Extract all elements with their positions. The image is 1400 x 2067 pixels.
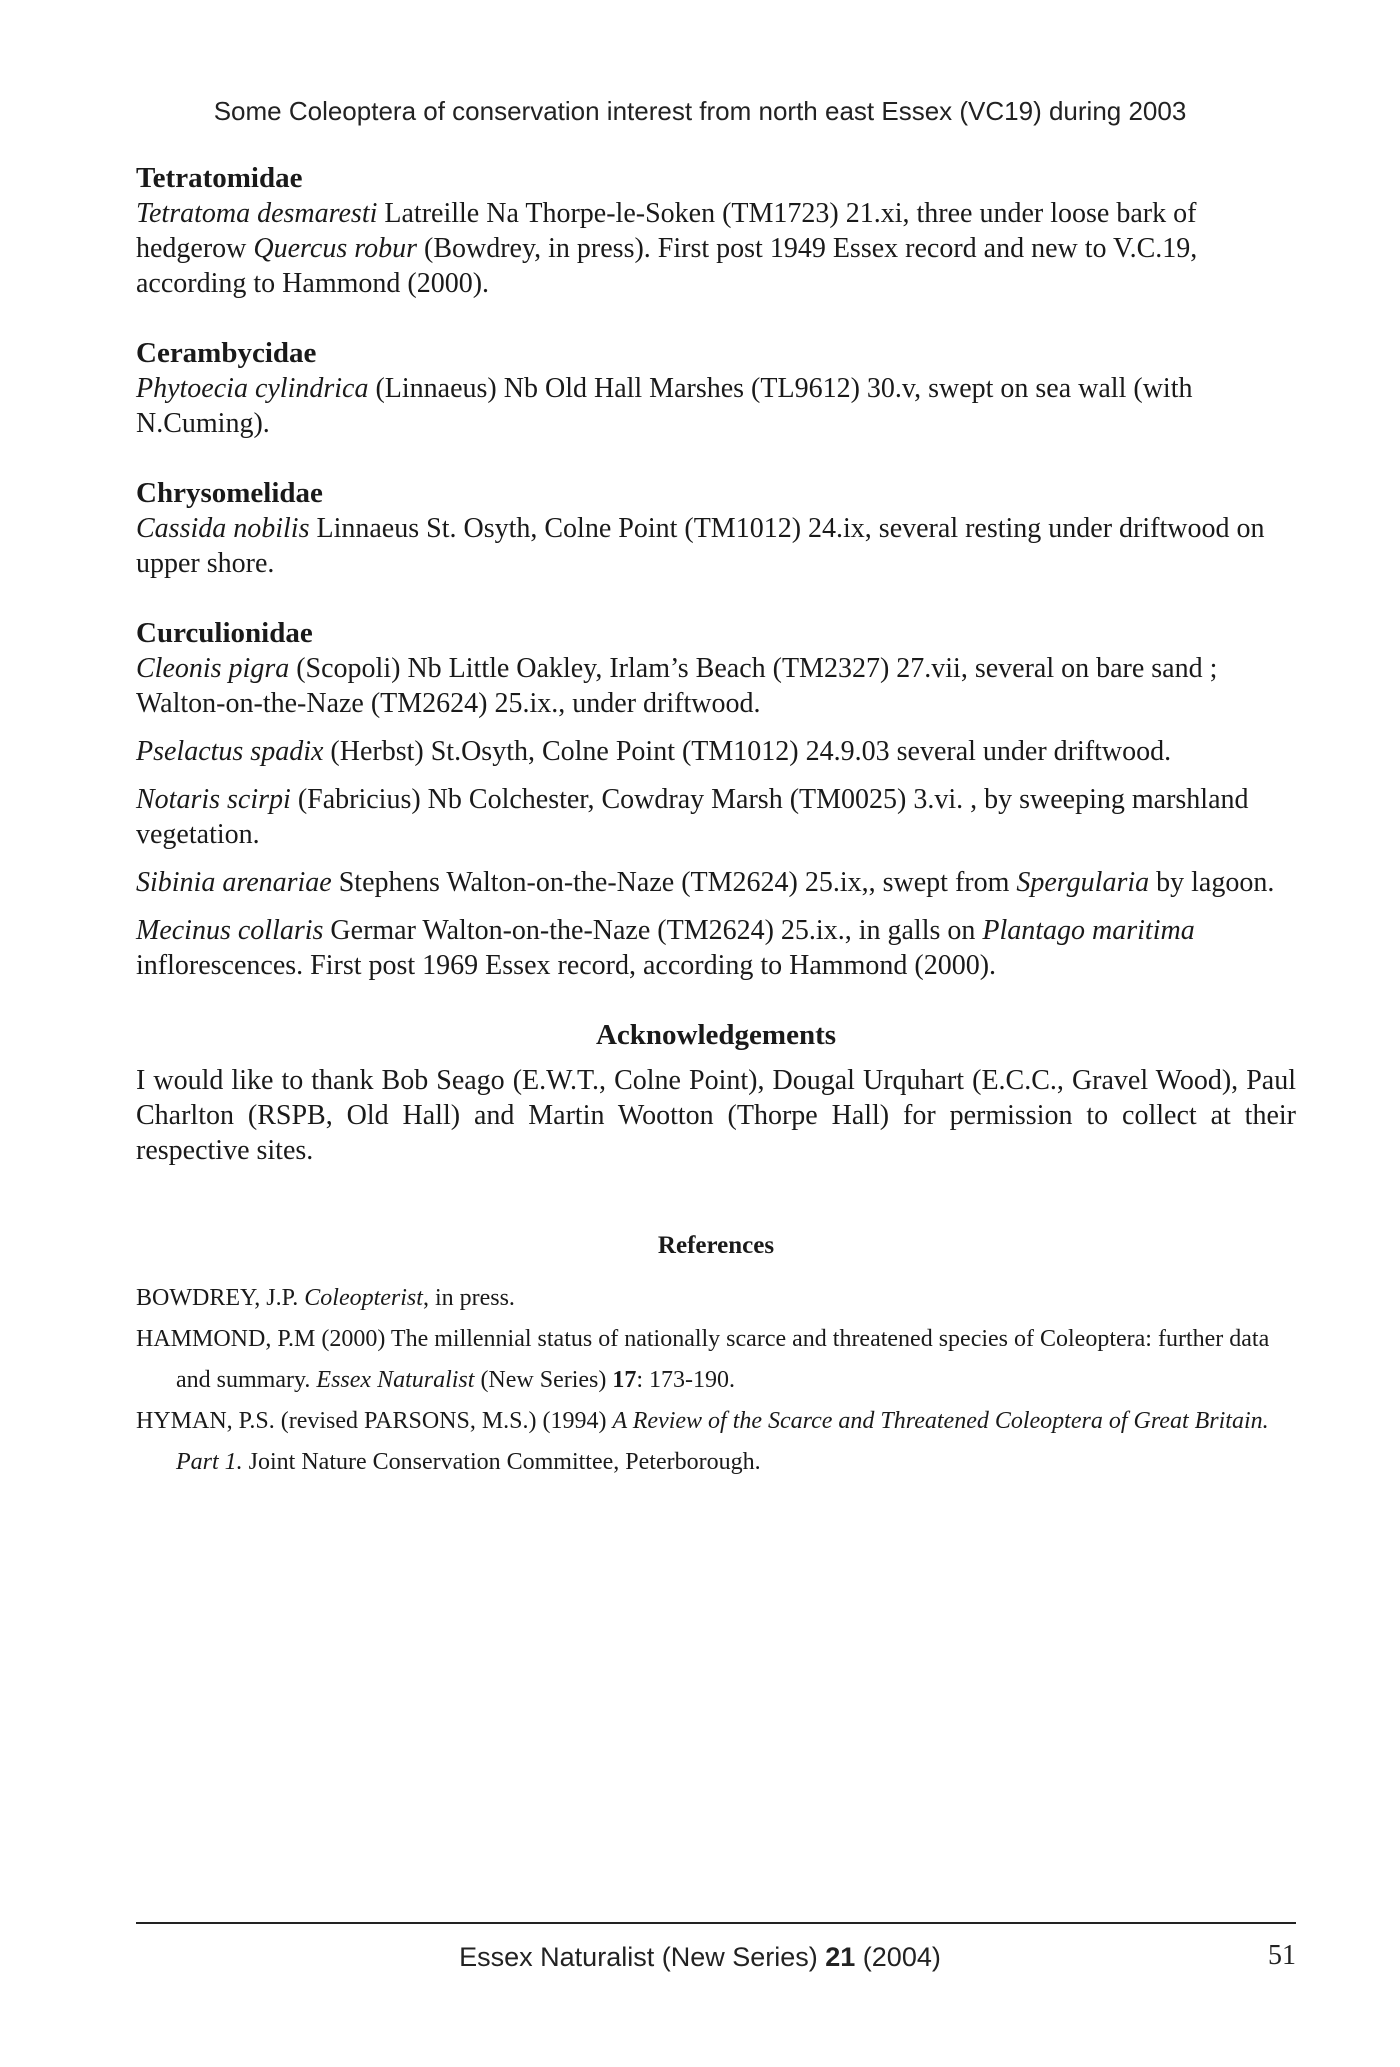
family-section bbox=[136, 335, 1296, 441]
running-header: Some Coleoptera of conservation interest from north east Essex (VC19) during 2003 bbox=[213, 96, 1187, 126]
text-run: : 173-190. bbox=[636, 1367, 736, 1393]
text-run: Linnaeus St. Osyth, Colne Point (TM1012) 24.ix, several resting under driftwood on upper shore. bbox=[136, 513, 1265, 579]
species-record bbox=[136, 865, 1296, 900]
text-run: by lagoon. bbox=[1149, 867, 1275, 898]
species-record bbox=[136, 734, 1296, 769]
italic-text: Spergularia bbox=[1016, 867, 1150, 898]
family-section bbox=[136, 475, 1296, 581]
text-run: Latreille Na Thorpe-le-Soken (TM1723) 21.xi, three under loose bark of hedgerow bbox=[136, 198, 1197, 264]
references-heading: References bbox=[657, 1232, 775, 1259]
text-run: Joint Nature Conservation Committee, Peterborough. bbox=[242, 1449, 761, 1475]
italic-text: Coleopterist bbox=[304, 1285, 423, 1311]
references bbox=[136, 1230, 1296, 1483]
italic-text: Sibinia arenariae bbox=[136, 867, 332, 898]
species-record bbox=[136, 651, 1296, 721]
family-heading: Cerambycidae bbox=[136, 337, 317, 369]
italic-text: Cassida nobilis bbox=[136, 513, 310, 544]
text-run: (Linnaeus) Nb Old Hall Marshes (TL9612) 30.v, swept on sea wall (with N.Cuming). bbox=[136, 373, 1193, 439]
article-body bbox=[136, 160, 1296, 1483]
text-run: (Herbst) St.Osyth, Colne Point (TM1012) 24.9.03 several under driftwood. bbox=[323, 736, 1172, 767]
family-sections bbox=[136, 160, 1296, 983]
bold-text: 17 bbox=[612, 1367, 637, 1393]
text-run: (Scopoli) Nb Little Oakley, Irlam’s Beach (TM2327) 27.vii, several on bare sand ; Walton-on-the-Naze (TM2624) 25.ix., under driftwood. bbox=[136, 653, 1218, 719]
footer-year: (2004) bbox=[855, 1942, 941, 1972]
acknowledgements-heading: Acknowledgements bbox=[595, 1019, 837, 1051]
italic-text: Quercus robur bbox=[253, 233, 417, 264]
text-run: , in press. bbox=[422, 1285, 515, 1311]
italic-text: A Review of the Scarce and Threatened Coleoptera of Great Britain. Part 1. bbox=[176, 1408, 1269, 1475]
italic-text: Essex Naturalist bbox=[316, 1367, 475, 1393]
acknowledgements bbox=[136, 1017, 1296, 1168]
footer-volume: 21 bbox=[825, 1942, 856, 1972]
italic-text: Tetratoma desmaresti bbox=[136, 198, 378, 229]
species-record bbox=[136, 913, 1296, 983]
acknowledgements-text: I would like to thank Bob Seago (E.W.T., Colne Point), Dougal Urquhart (E.C.C., Gravel Wood), Paul Charlton (RSPB, Old Hall) and Martin Wootton (Thorpe Hall) for permission to collect at their respective sites. bbox=[136, 1065, 1296, 1166]
reference-entry bbox=[136, 1319, 1296, 1401]
text-run: Stephens Walton-on-the-Naze (TM2624) 25.ix,, swept from bbox=[331, 867, 1017, 898]
italic-text: Plantago maritima bbox=[982, 915, 1195, 946]
footer-citation bbox=[0, 1942, 1400, 1973]
family-heading: Curculionidae bbox=[136, 617, 313, 649]
page-number: 51 bbox=[1268, 1940, 1296, 1971]
text-run: Germar Walton-on-the-Naze (TM2624) 25.ix., in galls on bbox=[323, 915, 983, 946]
italic-text: Mecinus collaris bbox=[136, 915, 324, 946]
family-section bbox=[136, 615, 1296, 983]
family-section bbox=[136, 160, 1296, 301]
text-run: BOWDREY, J.P. bbox=[136, 1285, 305, 1311]
italic-text: Phytoecia cylindrica bbox=[136, 373, 369, 404]
species-record bbox=[136, 511, 1296, 581]
italic-text: Cleonis pigra bbox=[136, 653, 290, 684]
italic-text: Notaris scirpi bbox=[136, 784, 291, 815]
reference-entry bbox=[136, 1401, 1296, 1483]
reference-entry bbox=[136, 1278, 1296, 1319]
text-run: HAMMOND, P.M (2000) The millennial status of nationally scarce and threatened species of Coleoptera: further data and summary. bbox=[136, 1326, 1270, 1393]
footer-rule bbox=[136, 1922, 1296, 1924]
family-heading: Tetratomidae bbox=[136, 162, 303, 194]
italic-text: Pselactus spadix bbox=[136, 736, 324, 767]
species-record bbox=[136, 782, 1296, 852]
species-record bbox=[136, 371, 1296, 441]
text-run: HYMAN, P.S. (revised PARSONS, M.S.) (1994) bbox=[136, 1408, 613, 1434]
species-record bbox=[136, 196, 1296, 301]
text-run: (New Series) bbox=[474, 1367, 613, 1393]
text-run: (Fabricius) Nb Colchester, Cowdray Marsh (TM0025) 3.vi. , by sweeping marshland vegetation. bbox=[136, 784, 1249, 850]
family-heading: Chrysomelidae bbox=[136, 477, 323, 509]
text-run: inflorescences. First post 1969 Essex record, according to Hammond (2000). bbox=[136, 950, 997, 981]
footer-journal: Essex Naturalist (New Series) bbox=[459, 1942, 826, 1972]
reference-list bbox=[136, 1278, 1296, 1483]
text-run: (Bowdrey, in press). First post 1949 Essex record and new to V.C.19, according to Hammond (2000). bbox=[136, 233, 1198, 299]
